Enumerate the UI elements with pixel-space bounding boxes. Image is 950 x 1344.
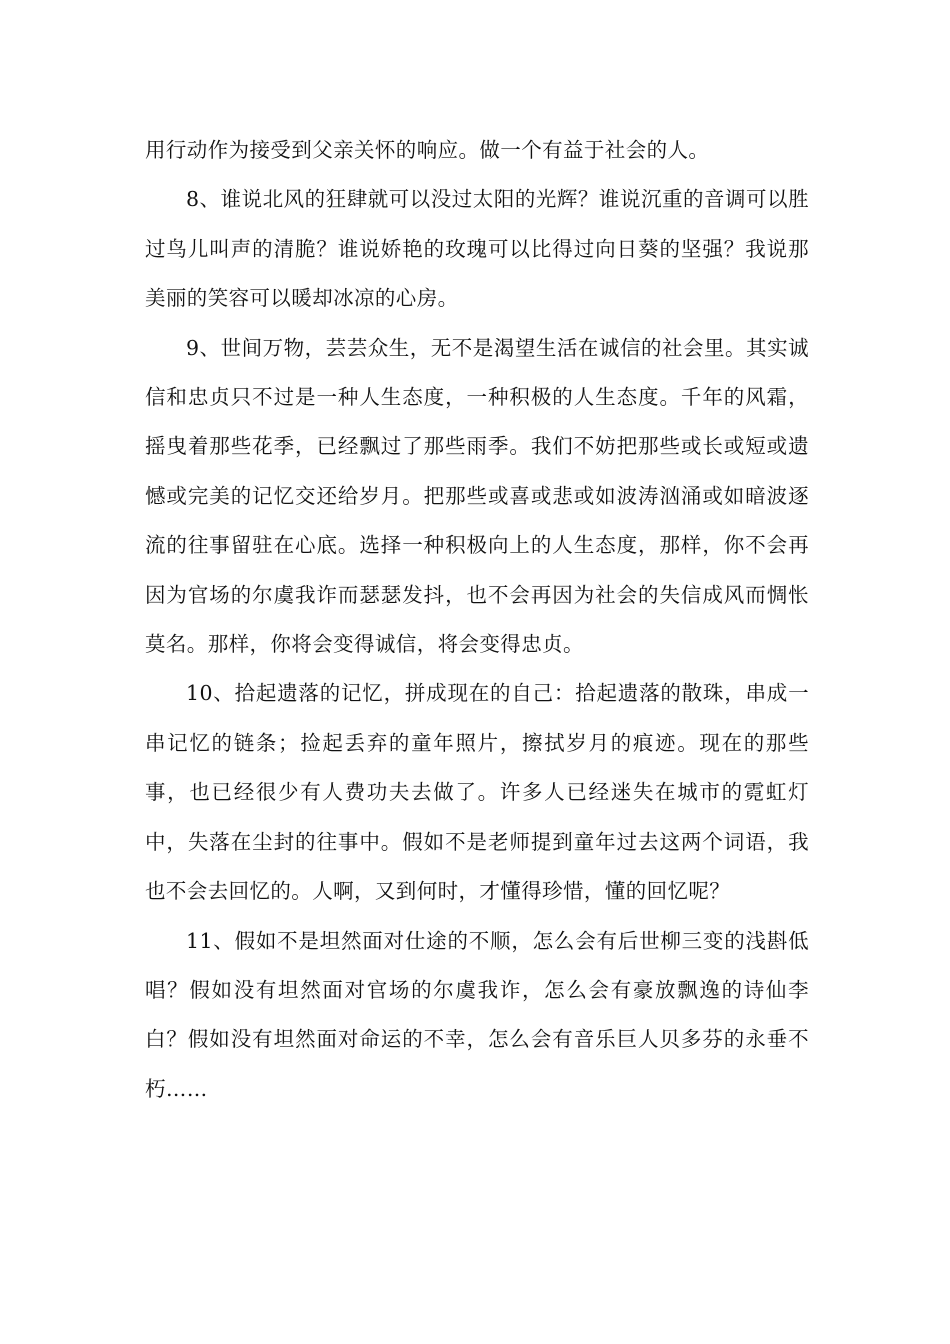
paragraph-item-8: 8、谁说北风的狂肆就可以没过太阳的光辉？谁说沉重的音调可以胜过鸟儿叫声的清脆？谁说娇艳的玫瑰可以比得过向日葵的坚强？我说那美丽的笑容可以暖却冰凉的心房。 [145, 187, 809, 311]
paragraph-continuation: 用行动作为接受到父亲关怀的响应。做一个有益于社会的人。 [145, 138, 710, 162]
paragraph-item-9: 9、世间万物，芸芸众生，无不是渴望生活在诚信的社会里。其实诚信和忠贞只不过是一种人生态度，一种积极的人生态度。千年的风霜，摇曳着那些花季，已经飘过了那些雨季。我们不妨把那些或长或短或遗憾或完美的记忆交还给岁月。把那些或喜或悲或如波涛汹涌或如暗波逐流的往事留驻在心底。选择一种积极向上的人生态度，那样，你不会再因为官场的尔虞我诈而瑟瑟发抖，也不会再因为社会的失信成风而惆怅莫名。那样，你将会变得诚信，将会变得忠贞。 [145, 335, 809, 657]
paragraph-item-11: 11、假如不是坦然面对仕途的不顺，怎么会有后世柳三变的浅斟低唱？假如没有坦然面对官场的尔虞我诈，怎么会有豪放飘逸的诗仙李白？假如没有坦然面对命运的不幸，怎么会有音乐巨人贝多芬的永垂不朽…… [145, 928, 809, 1101]
document-body [145, 126, 809, 1114]
paragraph-item-10: 10、拾起遗落的记忆，拼成现在的自己：拾起遗落的散珠，串成一串记忆的链条；捡起丢弃的童年照片，擦拭岁月的痕迹。现在的那些事，也已经很少有人费功夫去做了。许多人已经迷失在城市的霓虹灯中，失落在尘封的往事中。假如不是老师提到童年过去这两个词语，我也不会去回忆的。人啊，又到何时，才懂得珍惜，懂的回忆呢？ [145, 681, 809, 904]
